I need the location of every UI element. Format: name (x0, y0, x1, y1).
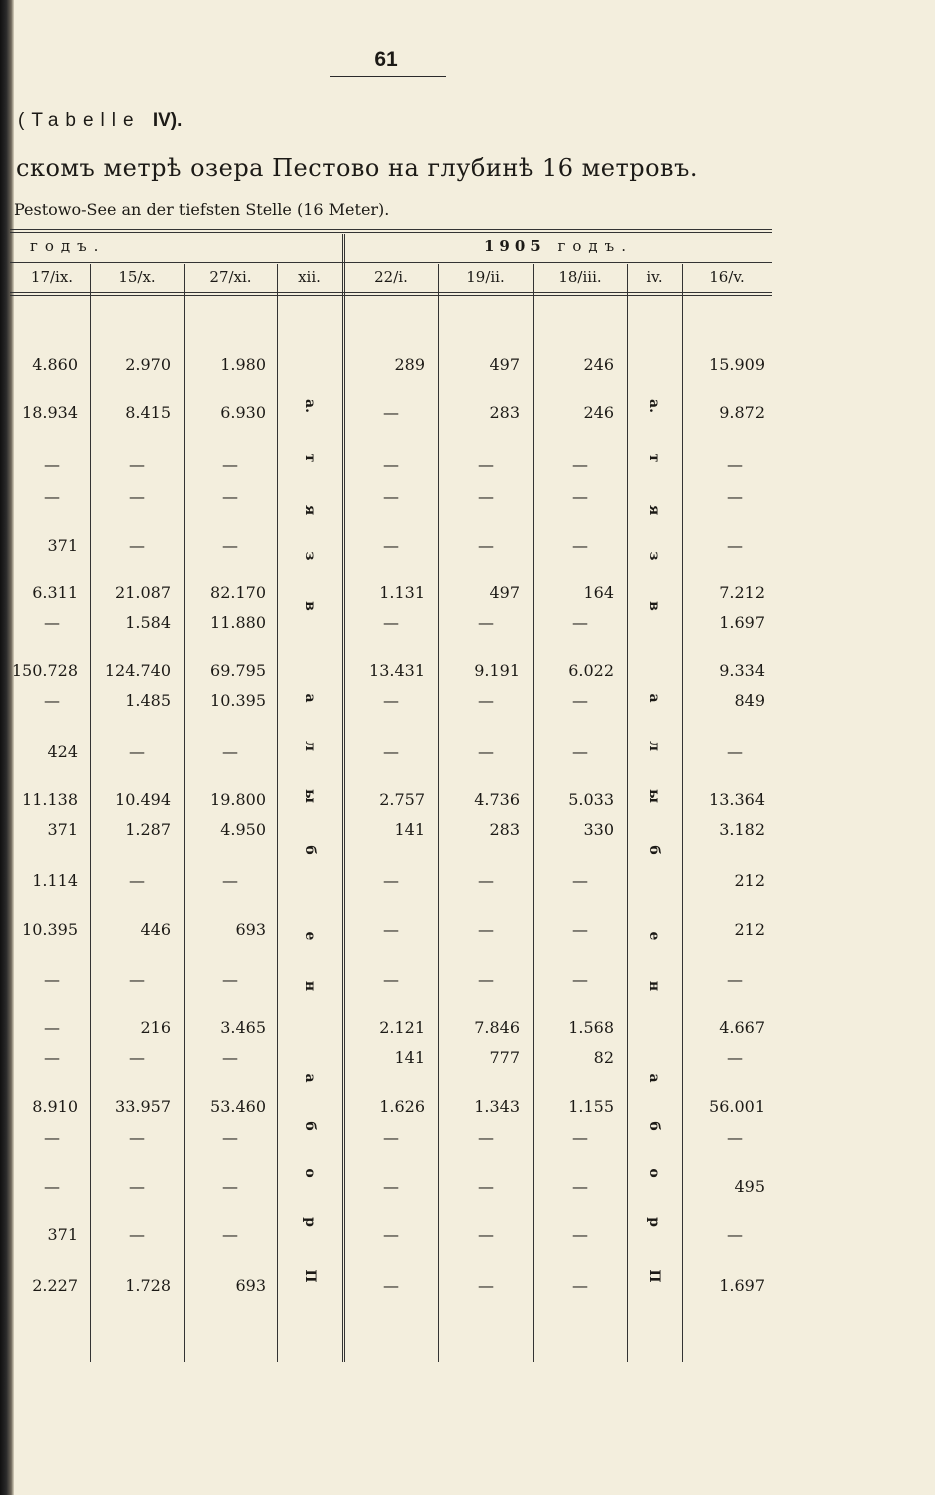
table-cell: 141 (394, 820, 425, 839)
table-cell: — (383, 1225, 399, 1244)
title-german: Pestowo-See an der tiefsten Stelle (16 Meter). (14, 200, 390, 219)
group-header-left: годъ. (30, 237, 106, 255)
vertical-letter: а (646, 693, 662, 703)
col-header: 18/iii. (558, 268, 602, 286)
table-cell: — (44, 1177, 60, 1196)
table-cell: — (44, 613, 60, 632)
table-cell: — (727, 455, 743, 474)
table-cell: — (478, 613, 494, 632)
table-cell: — (478, 1177, 494, 1196)
table-cell: 9.872 (719, 403, 765, 422)
table-cell: 371 (47, 820, 78, 839)
table-cell: — (44, 1048, 60, 1067)
col-header: 27/xi. (209, 268, 252, 286)
table-cell: 1.697 (719, 1276, 765, 1295)
table-cell: 82 (593, 1048, 614, 1067)
table-cell: 2.121 (379, 1018, 425, 1037)
table-cell: — (478, 970, 494, 989)
vertical-letter: н (302, 980, 318, 992)
table-cell: 1.697 (719, 613, 765, 632)
table-cell: 3.465 (220, 1018, 266, 1037)
col-header: 17/ix. (30, 268, 74, 286)
table-cell: — (572, 536, 588, 555)
table-cell: — (478, 691, 494, 710)
table-cell: — (129, 871, 145, 890)
vertical-letter: а. (646, 399, 662, 413)
table-cell: — (478, 487, 494, 506)
table-cell: — (129, 536, 145, 555)
table-cell: 1.114 (32, 871, 78, 890)
table-cell: — (572, 742, 588, 761)
vertical-letter: в (302, 601, 318, 611)
table-cell: — (572, 613, 588, 632)
table-cell: 495 (734, 1177, 765, 1196)
vertical-letter: т (302, 453, 318, 463)
table-cell: 1.155 (568, 1097, 614, 1116)
table-cell: 446 (140, 920, 171, 939)
table-cell: — (222, 487, 238, 506)
table-cell: — (572, 487, 588, 506)
vertical-letter: т (646, 453, 662, 463)
vertical-letter: о (302, 1168, 318, 1178)
table-cell: 1.584 (125, 613, 171, 632)
table-cell: — (478, 871, 494, 890)
table-cell: 283 (489, 820, 520, 839)
col-divider (438, 264, 439, 1362)
table-cell: 693 (235, 1276, 266, 1295)
table-cell: 13.431 (369, 661, 425, 680)
vertical-letter: н (646, 980, 662, 992)
col-divider (682, 264, 683, 1362)
col-header: iv. (646, 268, 663, 286)
table-cell: 10.494 (115, 790, 171, 809)
vertical-letter: о (646, 1168, 662, 1178)
table-cell: 13.364 (709, 790, 765, 809)
table-cell: 4.736 (474, 790, 520, 809)
table-cell: 371 (47, 536, 78, 555)
group-label: годъ. (557, 237, 633, 255)
table-cell: — (478, 1276, 494, 1295)
table-cell: 7.846 (474, 1018, 520, 1037)
col-divider (90, 264, 91, 1362)
table-cell: — (44, 691, 60, 710)
table-cell: 124.740 (104, 661, 171, 680)
table-cell: 10.395 (210, 691, 266, 710)
table-cell: 289 (394, 355, 425, 374)
table-cell: — (222, 1048, 238, 1067)
table-cell: — (222, 536, 238, 555)
table-cell: — (44, 970, 60, 989)
table-cell: — (222, 970, 238, 989)
table-cell: 849 (734, 691, 765, 710)
table-cell: 1.131 (379, 583, 425, 602)
table-cell: 56.001 (709, 1097, 765, 1116)
table-cell: 10.395 (22, 920, 78, 939)
vertical-letter: е (302, 931, 318, 941)
table-cell: 4.667 (719, 1018, 765, 1037)
table-cell: 53.460 (210, 1097, 266, 1116)
table-label-text: Tabelle (31, 110, 141, 131)
table-cell: — (222, 742, 238, 761)
table-cell: 330 (583, 820, 614, 839)
vertical-letter: а (302, 1073, 318, 1083)
table-cell: 18.934 (22, 403, 78, 422)
table-cell: 9.334 (719, 661, 765, 680)
table-number: IV). (152, 110, 183, 131)
vertical-letter: я (302, 504, 318, 516)
col-header: 16/v. (709, 268, 745, 286)
col-divider (627, 264, 628, 1362)
vertical-letter: я (646, 504, 662, 516)
vertical-letter: а (302, 693, 318, 703)
table-cell: — (129, 1048, 145, 1067)
table-cell: — (222, 455, 238, 474)
table-cell: — (727, 1048, 743, 1067)
table-cell: 19.800 (210, 790, 266, 809)
group-year: 1905 (484, 237, 546, 255)
table-cell: 7.212 (719, 583, 765, 602)
table-cell: 15.909 (709, 355, 765, 374)
table-cell: 497 (489, 583, 520, 602)
table-cell: 4.950 (220, 820, 266, 839)
table-cell: — (383, 403, 399, 422)
table-cell: 2.970 (125, 355, 171, 374)
table-cell: — (572, 920, 588, 939)
table-cell: 150.728 (11, 661, 78, 680)
vertical-letter: ы (302, 788, 318, 804)
vertical-letter: б (302, 845, 318, 855)
table-cell: 5.033 (568, 790, 614, 809)
col-header: xii. (298, 268, 321, 286)
table-cell: 2.227 (32, 1276, 78, 1295)
vertical-letter: р (302, 1217, 318, 1227)
table-cell: 1.568 (568, 1018, 614, 1037)
vertical-letter: в (646, 601, 662, 611)
table-cell: 1.343 (474, 1097, 520, 1116)
table-bracket: ( (18, 110, 32, 131)
table-cell: — (383, 920, 399, 939)
table-cell: 1.728 (125, 1276, 171, 1295)
table-cell: 246 (583, 355, 614, 374)
col-header: 19/ii. (466, 268, 505, 286)
table-cell: — (727, 742, 743, 761)
table-cell: 33.957 (115, 1097, 171, 1116)
table-cell: — (129, 970, 145, 989)
table-cell: — (222, 871, 238, 890)
table-cell: 3.182 (719, 820, 765, 839)
title-russian: скомъ метрѣ озера Пестово на глубинѣ 16 метровъ. (16, 154, 698, 182)
table-cell: 11.880 (210, 613, 266, 632)
table-cell: — (383, 613, 399, 632)
col-divider (184, 264, 185, 1362)
table-cell: — (383, 1276, 399, 1295)
group-header-right (484, 237, 633, 255)
table-cell: 246 (583, 403, 614, 422)
vertical-letter: б (302, 1121, 318, 1131)
table-cell: — (222, 1177, 238, 1196)
vertical-letter: р (646, 1217, 662, 1227)
table-cell: — (44, 1128, 60, 1147)
table-cell: 141 (394, 1048, 425, 1067)
table-cell: — (383, 691, 399, 710)
vertical-letter: П (302, 1269, 318, 1283)
table-cell: — (727, 487, 743, 506)
table-cell: — (478, 1225, 494, 1244)
table-cell: — (129, 455, 145, 474)
table-cell: 9.191 (474, 661, 520, 680)
table-cell: 424 (47, 742, 78, 761)
table-cell: — (478, 455, 494, 474)
column-header-rule (10, 292, 772, 293)
table-cell: 1.287 (125, 820, 171, 839)
vertical-letter: П (646, 1269, 662, 1283)
table-cell: — (44, 455, 60, 474)
table-cell: 212 (734, 920, 765, 939)
page-number: 61 (374, 48, 398, 71)
table-cell: 1.485 (125, 691, 171, 710)
table-cell: — (478, 920, 494, 939)
table-cell: 4.860 (32, 355, 78, 374)
table-cell: — (222, 1225, 238, 1244)
vertical-letter: а (646, 1073, 662, 1083)
table-cell: 2.757 (379, 790, 425, 809)
table-cell: 1.626 (379, 1097, 425, 1116)
table-cell: — (572, 691, 588, 710)
vertical-letter: а. (302, 399, 318, 413)
table-cell: 777 (489, 1048, 520, 1067)
table-cell: — (727, 970, 743, 989)
column-header-rule-2 (10, 295, 772, 296)
table-cell: — (383, 871, 399, 890)
table-cell: 8.910 (32, 1097, 78, 1116)
table-cell: — (572, 1225, 588, 1244)
table-cell: — (383, 970, 399, 989)
table-top-rule (10, 229, 772, 230)
table-cell: — (44, 487, 60, 506)
table-cell: 8.415 (125, 403, 171, 422)
table-cell: 82.170 (210, 583, 266, 602)
table-cell: 11.138 (22, 790, 78, 809)
table-cell: — (572, 1128, 588, 1147)
table-label (18, 110, 182, 132)
table-cell: — (129, 1177, 145, 1196)
table-cell: 212 (734, 871, 765, 890)
table-cell: — (129, 742, 145, 761)
col-header: 15/x. (118, 268, 156, 286)
table-top-rule-2 (10, 232, 772, 233)
page-number-rule (330, 76, 446, 77)
table-cell: — (572, 455, 588, 474)
table-cell: 1.980 (220, 355, 266, 374)
col-divider (277, 264, 278, 1362)
table-cell: — (129, 1225, 145, 1244)
table-cell: — (383, 487, 399, 506)
table-cell: 69.795 (210, 661, 266, 680)
table-cell: — (383, 1177, 399, 1196)
vertical-letter: л (302, 741, 318, 751)
table-cell: — (727, 536, 743, 555)
table-cell: 6.930 (220, 403, 266, 422)
table-cell: 371 (47, 1225, 78, 1244)
col-header: 22/i. (374, 268, 408, 286)
vertical-letter: з (302, 551, 318, 561)
vertical-letter: з (646, 551, 662, 561)
table-cell: — (727, 1225, 743, 1244)
table-cell: 164 (583, 583, 614, 602)
table-cell: — (383, 742, 399, 761)
table-cell: — (383, 536, 399, 555)
vertical-letter: ы (646, 788, 662, 804)
table-cell: — (572, 1276, 588, 1295)
table-cell: — (129, 487, 145, 506)
table-cell: — (478, 1128, 494, 1147)
table-cell: 6.311 (32, 583, 78, 602)
col-divider (533, 264, 534, 1362)
table-cell: 693 (235, 920, 266, 939)
table-cell: 216 (140, 1018, 171, 1037)
vertical-letter: е (646, 931, 662, 941)
vertical-letter: б (646, 1121, 662, 1131)
table-cell: 497 (489, 355, 520, 374)
table-cell: — (727, 1128, 743, 1147)
table-cell: — (478, 742, 494, 761)
table-cell: 6.022 (568, 661, 614, 680)
vertical-letter: л (646, 741, 662, 751)
table-cell: — (44, 1018, 60, 1037)
table-cell: — (383, 455, 399, 474)
table-cell: — (383, 1128, 399, 1147)
table-cell: — (572, 970, 588, 989)
table-cell: 283 (489, 403, 520, 422)
vertical-letter: б (646, 845, 662, 855)
group-header-rule (10, 262, 772, 263)
table-cell: 21.087 (115, 583, 171, 602)
table-cell: — (129, 1128, 145, 1147)
table-cell: — (478, 536, 494, 555)
table-cell: — (572, 1177, 588, 1196)
table-cell: — (572, 871, 588, 890)
table-cell: — (222, 1128, 238, 1147)
